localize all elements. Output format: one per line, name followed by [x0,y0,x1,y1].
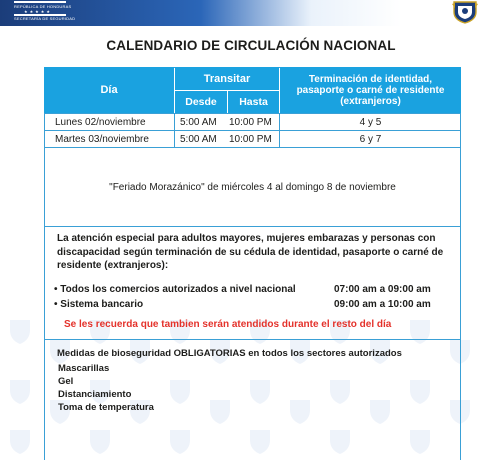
bullet-comercios-horario: 07:00 am a 09:00 am [334,284,431,295]
feriado-notice: "Feriado Morazánico" de miércoles 4 al domingo 8 de noviembre [109,181,396,193]
government-logo [14,0,76,22]
gov-name: REPÚBLICA DE HONDURAS [14,4,72,9]
logo-stripe [14,1,66,3]
row1-hasta: 10:00 PM [229,116,272,128]
header-terminacion-label: Terminación de identidad, pasaporte o carné de residente (extranjeros) [296,73,445,107]
header-hasta: Hasta [228,91,279,113]
reminder-note: Se les recuerda que tambien serán atendidos durante el resto del día [64,319,392,330]
row1-desde: 5:00 AM [180,116,217,128]
row2-dia: Martes 03/noviembre [55,133,149,145]
header-dia: Día [44,67,174,113]
header-transitar: Transitar [175,67,279,90]
header-desde: Desde [175,91,227,113]
gov-ministry: SECRETARÍA DE SEGURIDAD [14,16,76,21]
table-divider [174,113,175,147]
header-terminacion [280,67,461,113]
medidas-title: Medidas de bioseguridad OBLIGATORIAS en todos los sectores autorizados [57,348,402,359]
row2-desde: 5:00 AM [180,133,217,145]
row1-terminacion: 4 y 5 [359,116,382,128]
stars-icon: ★★★★★ [24,9,52,14]
page-title: CALENDARIO DE CIRCULACIÓN NACIONAL [106,38,396,53]
medida-item: Gel [58,376,74,387]
medida-item: Toma de temperatura [58,402,154,413]
row1-dia: Lunes 02/noviembre [55,116,146,128]
bullet-bancario-horario: 09:00 am a 10:00 am [334,299,431,310]
section-divider [44,339,461,340]
medida-item: Mascarillas [58,363,110,374]
medida-item: Distanciamiento [58,389,132,400]
atencion-especial-text: La atención especial para adultos mayores, mujeres embarazas y personas con discapacidad según terminación de su cédula de identidad, pasaporte o carné de residente (extranjeros): [57,233,444,271]
row2-hasta: 10:00 PM [229,133,272,145]
bullet-bancario-label: • Sistema bancario [54,299,144,310]
row2-terminacion: 6 y 7 [359,133,382,145]
section-divider [44,226,461,227]
header-band [0,0,502,26]
police-crest-icon [450,0,480,24]
bullet-comercios-label: • Todos los comercios autorizados a nivel nacional [54,284,296,295]
